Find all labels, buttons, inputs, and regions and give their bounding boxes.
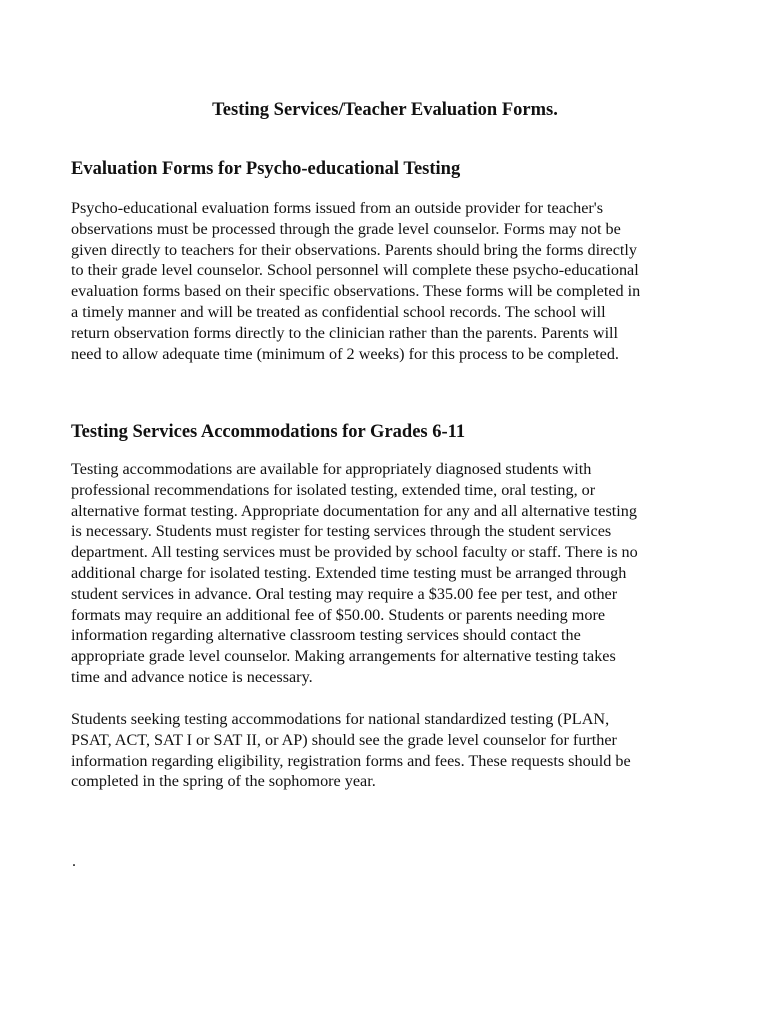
trailing-period: . xyxy=(72,853,76,870)
paragraph-line: observations must be processed through the grade level counselor. Forms may not be xyxy=(71,219,621,238)
paragraph-line: Testing accommodations are available for appropriately diagnosed students with xyxy=(71,460,592,478)
paragraph-line: department. All testing services must be provided by school faculty or staff. There is no xyxy=(71,543,638,562)
section-heading-evaluation-forms: Evaluation Forms for Psycho-educational Testing xyxy=(71,159,461,179)
paragraph-evaluation-forms xyxy=(71,198,711,364)
paragraph-line: given directly to teachers for their observations. Parents should bring the forms directly xyxy=(71,240,637,259)
document-title: Testing Services/Teacher Evaluation Forms. xyxy=(212,100,558,120)
paragraph-line: is necessary. Students must register for testing services through the student services xyxy=(71,522,612,541)
paragraph-line: evaluation forms based on their specific observations. These forms will be completed in xyxy=(71,282,641,301)
section-heading-testing-accommodations: Testing Services Accommodations for Grades 6-11 xyxy=(71,422,466,442)
paragraph-national-testing xyxy=(71,709,711,792)
paragraph-line: return observation forms directly to the clinician rather than the parents. Parents will xyxy=(71,323,619,342)
paragraph-line: to their grade level counselor. School personnel will complete these psycho-educational xyxy=(71,261,639,280)
paragraph-line: alternative format testing. Appropriate documentation for any and all alternative testing xyxy=(71,501,637,520)
paragraph-line: student services in advance. Oral testing may require a $35.00 fee per test, and other xyxy=(71,584,618,603)
paragraph-line: a timely manner and will be treated as confidential school records. The school will xyxy=(71,302,606,321)
paragraph-testing-accommodations xyxy=(71,459,711,688)
paragraph-line: appropriate grade level counselor. Making arrangements for alternative testing takes xyxy=(71,647,616,666)
paragraph-line: information regarding eligibility, registration forms and fees. These requests should be xyxy=(71,751,631,770)
paragraph-line: Psycho-educational evaluation forms issued from an outside provider for teacher's xyxy=(71,199,603,217)
paragraph-line: PSAT, ACT, SAT I or SAT II, or AP) should see the grade level counselor for further xyxy=(71,730,617,749)
paragraph-line: information regarding alternative classroom testing services should contact the xyxy=(71,626,581,645)
paragraph-line: need to allow adequate time (minimum of 2 weeks) for this process to be completed. xyxy=(71,344,619,363)
paragraph-line: professional recommendations for isolated testing, extended time, oral testing, or xyxy=(71,480,596,499)
paragraph-line: additional charge for isolated testing. Extended time testing must be arranged through xyxy=(71,563,627,582)
paragraph-line: completed in the spring of the sophomore year. xyxy=(71,772,376,791)
paragraph-line: Students seeking testing accommodations for national standardized testing (PLAN, xyxy=(71,710,610,728)
paragraph-line: time and advance notice is necessary. xyxy=(71,667,313,686)
paragraph-line: formats may require an additional fee of $50.00. Students or parents needing more xyxy=(71,605,606,624)
